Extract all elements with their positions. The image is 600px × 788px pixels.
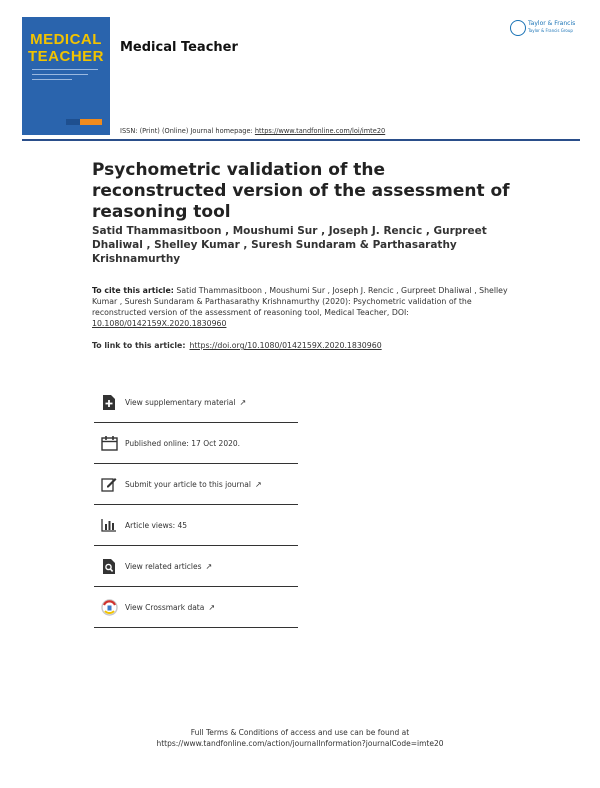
search-document-icon [100, 557, 118, 575]
external-link-icon: ↗ [239, 397, 247, 407]
article-title: Psychometric validation of the reconstructed version of the assessment of reasoning tool [92, 160, 510, 222]
publisher-tagline: Taylor & Francis Group [528, 28, 573, 33]
cover-text-line [32, 69, 98, 70]
action-published-online [94, 423, 298, 464]
article-authors: Satid Thammasitboon , Moushumi Sur , Joseph J. Rencic , Gurpreet Dhaliwal , Shelley Kumar , Suresh Sundaram & Parthasarathy Krishnamurthy [92, 225, 487, 265]
footer-terms [0, 727, 600, 749]
action-label: Submit your article to this journal [125, 479, 251, 489]
action-label: Article views: 45 [125, 520, 188, 530]
action-crossmark[interactable] [94, 587, 298, 628]
cover-text-line [32, 74, 88, 75]
action-label: View supplementary material [125, 397, 236, 407]
action-related-articles[interactable] [94, 546, 298, 587]
footer-line1: Full Terms & Conditions of access and use can be found at [190, 728, 410, 737]
calendar-icon [100, 434, 118, 452]
link-label: To link to this article: [92, 341, 186, 350]
cite-label: To cite this article: [92, 286, 174, 295]
journal-homepage-link[interactable]: https://www.tandfonline.com/loi/imte20 [254, 127, 386, 135]
article-actions [94, 382, 298, 628]
bar-chart-icon [100, 516, 118, 534]
cite-text: Satid Thammasitboon , Moushumi Sur , Joseph J. Rencic , Gurpreet Dhaliwal , Shelley Kumar , Suresh Sundaram & Parthasarathy Krishnamurthy (2020): Psychometric validation of the reconstructed version of the assessment of reasoning tool, Medical Teacher, DOI: [92, 286, 508, 317]
article-link-line [92, 341, 522, 350]
header-divider [22, 139, 580, 141]
cover-mark [66, 119, 80, 125]
action-label: View Crossmark data [125, 602, 205, 612]
footer-terms-link[interactable]: https://www.tandfonline.com/action/journalInformation?journalCode=imte20 [156, 739, 444, 748]
action-supplementary-material[interactable] [94, 382, 298, 423]
cite-doi-link[interactable]: 10.1080/0142159X.2020.1830960 [92, 319, 227, 328]
article-doi-link[interactable]: https://doi.org/10.1080/0142159X.2020.1830960 [189, 341, 382, 350]
citation-block [92, 285, 522, 329]
edit-icon [100, 475, 118, 493]
cover-title-line1: MEDICAL [30, 31, 102, 48]
cover-title-line2: TEACHER [27, 48, 104, 65]
action-label: Published online: 17 Oct 2020. [125, 438, 241, 448]
external-link-icon: ↗ [208, 602, 216, 612]
journal-cover-image [22, 17, 110, 135]
action-submit-article[interactable] [94, 464, 298, 505]
cover-title [22, 31, 110, 65]
issn-line [120, 127, 385, 135]
publisher-name: Taylor & Francis [528, 20, 576, 27]
cover-text-line [32, 79, 72, 80]
action-label: View related articles [125, 561, 202, 571]
publisher-logo[interactable] [510, 18, 582, 38]
crossmark-icon [100, 598, 118, 616]
external-link-icon: ↗ [254, 479, 262, 489]
action-article-views [94, 505, 298, 546]
cover-publisher-mark [80, 119, 102, 125]
issn-text: ISSN: (Print) (Online) Journal homepage: [120, 127, 255, 135]
plus-document-icon [100, 393, 118, 411]
publisher-logo-icon [510, 20, 526, 36]
external-link-icon: ↗ [205, 561, 213, 571]
journal-name: Medical Teacher [120, 40, 238, 55]
